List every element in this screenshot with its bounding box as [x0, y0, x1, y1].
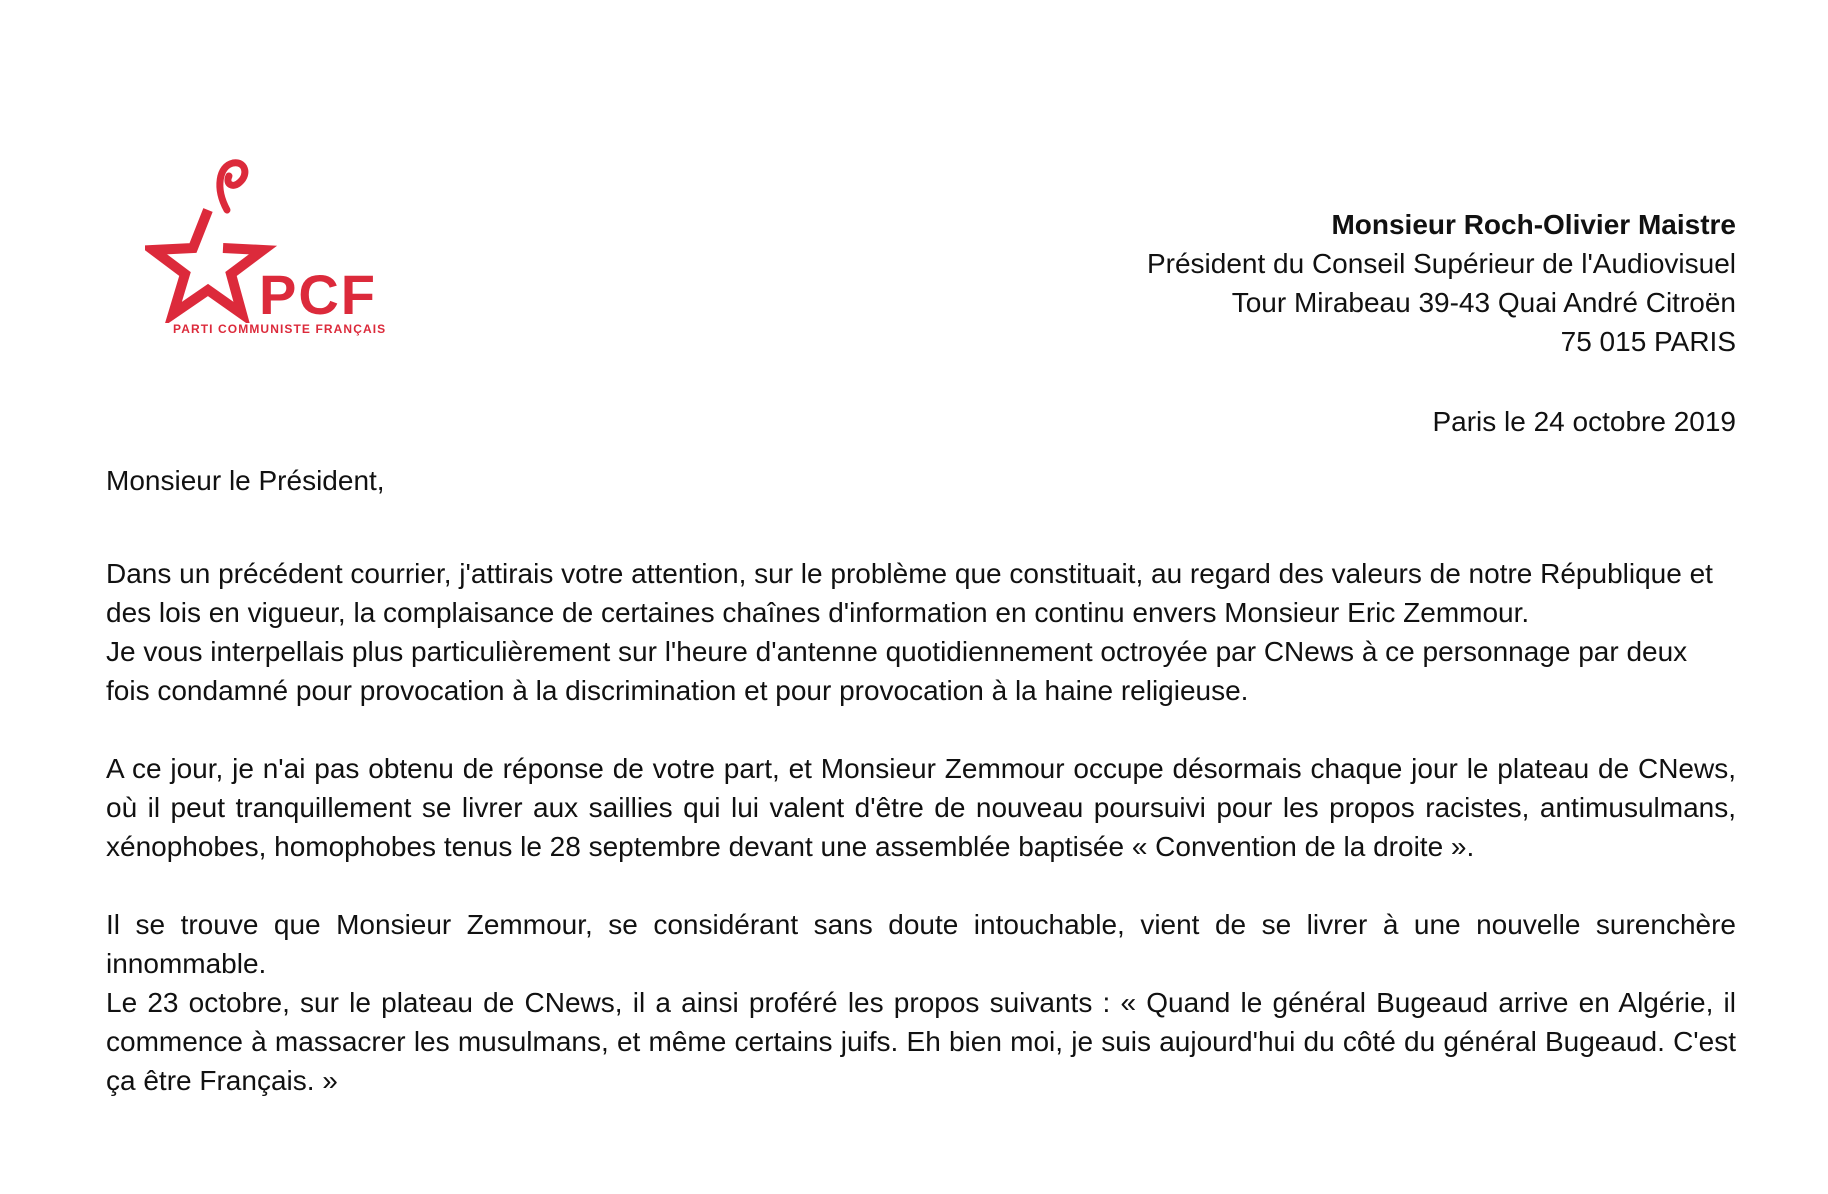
letter-date: Paris le 24 octobre 2019 — [1432, 406, 1736, 437]
paragraph: Je vous interpellais plus particulièrement sur l'heure d'antenne quotidiennement octroyée par CNews à ce personnage par deux fois condamné pour provocation à la discrimination et pour provocation à la haine religieuse. — [106, 636, 1688, 706]
salutation: Monsieur le Président, — [106, 465, 385, 496]
recipient-title: Président du Conseil Supérieur de l'Audiovisuel — [1146, 248, 1736, 279]
paragraph: Il se trouve que Monsieur Zemmour, se considérant sans doute intouchable, vient de se livrer à une nouvelle surenchère innommable. — [106, 909, 1736, 979]
recipient-name: Monsieur Roch-Olivier Maistre — [1331, 209, 1736, 240]
paragraph: Dans un précédent courrier, j'attirais votre attention, sur le problème que constituait, au regard des valeurs de notre République et des lois en vigueur, la complaisance de certaines chaînes d'information en continu envers Monsieur Eric Zemmour. — [106, 558, 1713, 628]
logo-caption: PARTI COMMUNISTE FRANÇAIS — [173, 322, 387, 336]
paragraph: A ce jour, je n'ai pas obtenu de réponse de votre part, et Monsieur Zemmour occupe désormais chaque jour le plateau de CNews, où il peut tranquillement se livrer aux saillies qui lui valent d'être de nouveau poursuivi pour les propos racistes, antimusulmans, xénophobes, homophobes tenus le 28 septembre devant une assemblée baptisée « Convention de la droite ». — [106, 753, 1736, 862]
pcf-logo — [145, 158, 405, 348]
letter-body — [106, 461, 1736, 1100]
recipient-address-line: Tour Mirabeau 39-43 Quai André Citroën — [1231, 287, 1736, 318]
recipient-address-block — [1147, 205, 1736, 361]
recipient-postal-line: 75 015 PARIS — [1560, 326, 1736, 357]
paragraph: Le 23 octobre, sur le plateau de CNews, il a ainsi proféré les propos suivants : « Quand le général Bugeaud arrive en Algérie, il commence à massacrer les musulmans, et même certains juifs. Eh bien moi, je suis aujourd'hui du côté du général Bugeaud. C'est ça être Français. » — [106, 987, 1736, 1096]
star-with-flame-icon — [145, 158, 405, 323]
svg-text:PCF: PCF — [259, 263, 377, 323]
